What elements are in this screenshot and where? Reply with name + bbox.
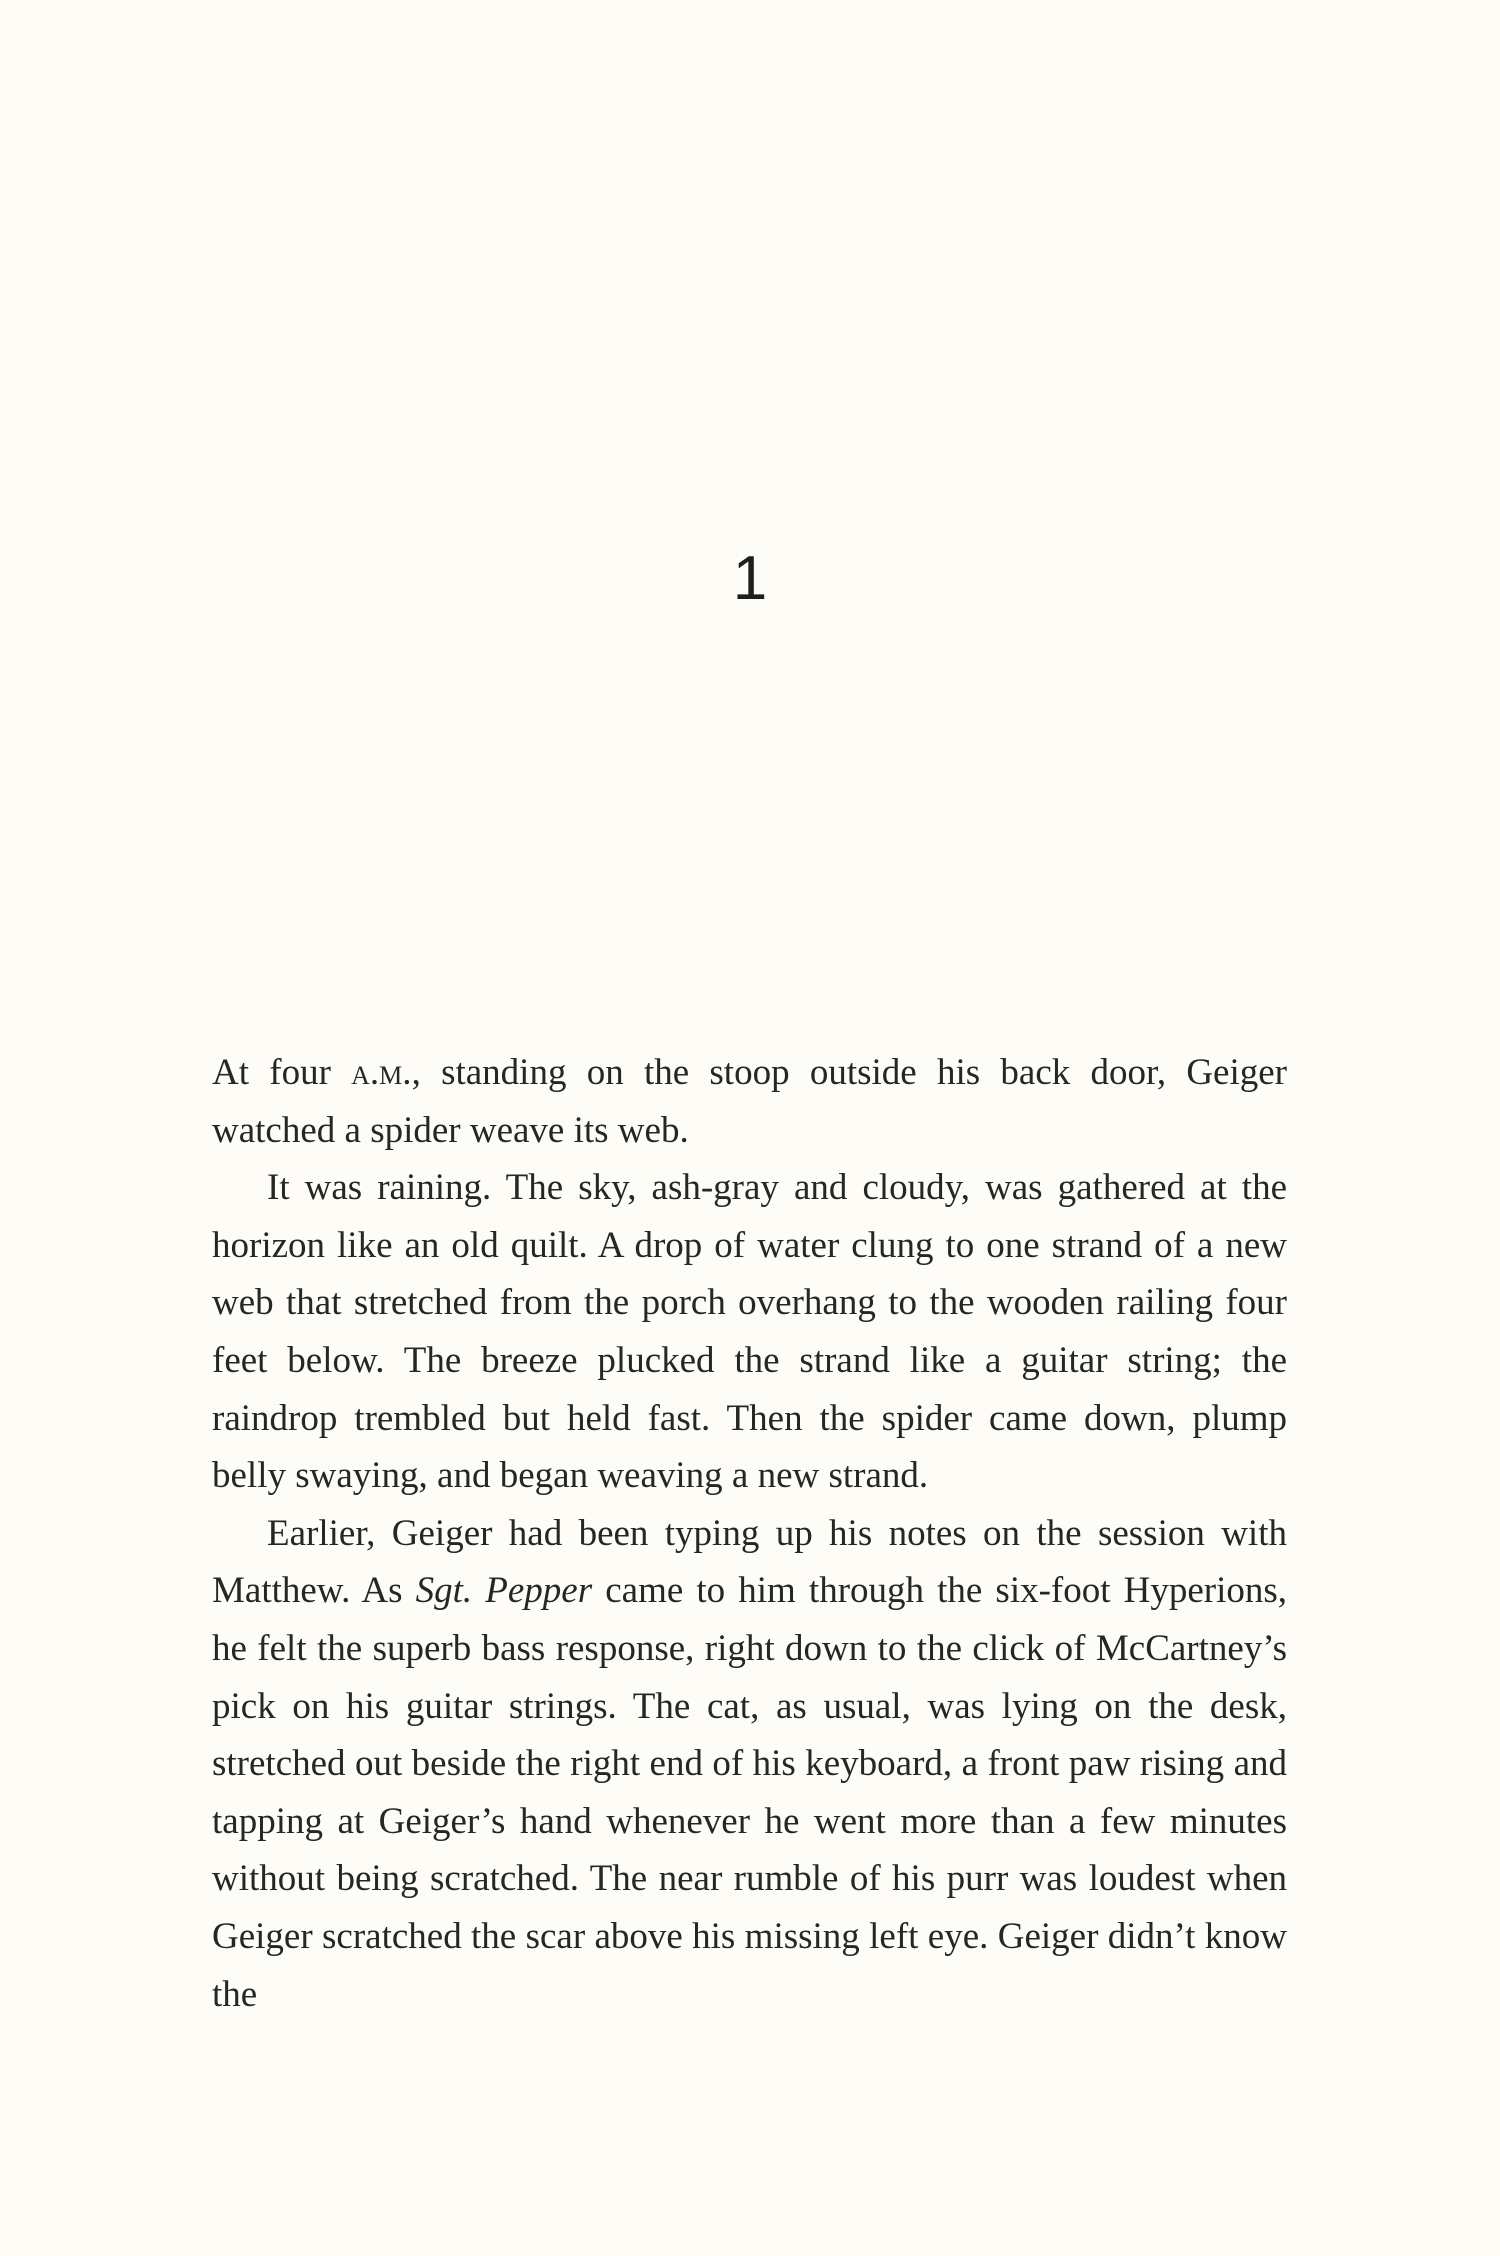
time-smallcaps: a.m.: [351, 1052, 412, 1093]
paragraph-1: [212, 1044, 1287, 1159]
paragraph-3: [212, 1505, 1287, 2023]
paragraph-1-lead: At four: [212, 1052, 352, 1093]
chapter-number: 1: [732, 544, 768, 613]
paragraph-3-rest: came to him through the six-foot Hyperions, he felt the superb bass response, right down to the click of McCartney’s pick on his guitar strings. The cat, as usual, was lying on the desk, stretched out beside the right end of his keyboard, a front paw rising and tapping at Geiger’s hand whenever he went more than a few minutes without being scratched. The near rumble of his purr was loudest when Geiger scratched the scar above his missing left eye. Geiger didn’t know the: [212, 1570, 1288, 2015]
paragraph-1-rest: , standing on the stoop outside his back door, Geiger watched a spider weave its web.: [212, 1052, 1287, 1151]
chapter-body: [212, 1044, 1287, 2023]
paragraph-2: [212, 1159, 1287, 1505]
paragraph-2-text: It was raining. The sky, ash-gray and cloudy, was gathered at the horizon like an old quilt. A drop of water clung to one strand of a new web that stretched from the porch overhang to the wooden railing four feet below. The breeze plucked the strand like a guitar string; the raindrop trembled but held fast. Then the spider came down, plump belly swaying, and began weaving a new strand.: [212, 1167, 1287, 1497]
album-title-italic: Sgt. Pepper: [415, 1570, 593, 1612]
paragraph-3-lead: Earlier, Geiger had been typing up his notes on the session with Matthew. As: [212, 1512, 1287, 1612]
